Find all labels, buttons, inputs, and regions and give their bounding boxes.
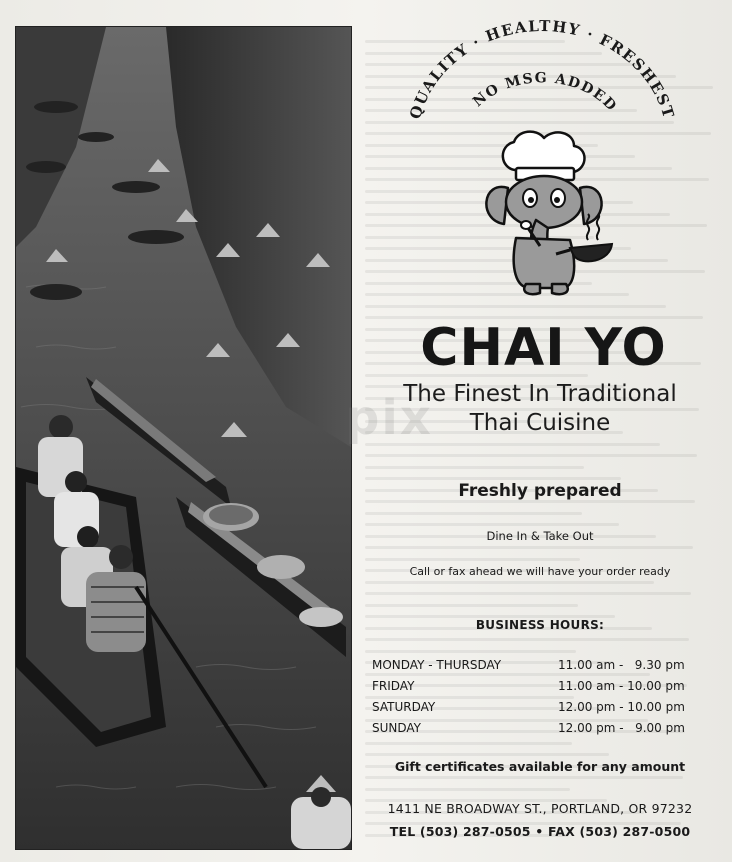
show-through-line xyxy=(365,558,580,561)
tagline-no-msg-text: NO MSG ADDED xyxy=(470,70,621,116)
dine-in-take-out-text: Dine In & Take Out xyxy=(486,529,594,543)
floating-market-photo xyxy=(16,27,351,849)
call-ahead-text: Call or fax ahead we will have your order ready xyxy=(409,565,671,578)
business-hours-title: BUSINESS HOURS: xyxy=(475,618,605,632)
tagline-quality-text: QUALITY · HEALTHY · FRESHEST xyxy=(406,18,678,122)
headline-line-2: Thai Cuisine xyxy=(469,410,611,436)
hours-row xyxy=(372,696,692,717)
hours-time: 11.00 am - 10.00 pm xyxy=(558,678,685,693)
show-through-line xyxy=(365,443,660,446)
hours-time: 12.00 pm - 10.00 pm xyxy=(558,699,685,714)
hours-row xyxy=(372,717,692,738)
headline-line-1: The Finest In Traditional xyxy=(403,381,677,407)
restaurant-name: CHAI YO xyxy=(420,318,667,378)
show-through-line xyxy=(365,604,578,607)
show-through-line xyxy=(365,742,572,745)
hours-day: SATURDAY xyxy=(372,699,436,714)
business-hours-table xyxy=(372,654,692,738)
show-through-line xyxy=(365,523,619,526)
show-through-line xyxy=(365,466,584,469)
show-through-line xyxy=(365,638,689,641)
show-through-line xyxy=(365,650,576,653)
hours-day: SUNDAY xyxy=(372,720,422,735)
show-through-line xyxy=(365,477,621,480)
hours-day: FRIDAY xyxy=(372,678,415,693)
show-through-line xyxy=(365,512,582,515)
show-through-line xyxy=(365,454,697,457)
show-through-line xyxy=(365,305,666,308)
show-through-line xyxy=(365,581,654,584)
address-text: 1411 NE BROADWAY ST., PORTLAND, OR 97232 xyxy=(387,801,693,816)
hours-day: MONDAY - THURSDAY xyxy=(372,657,502,672)
svg-text:QUALITY · HEALTHY · FRESHEST xyxy=(406,18,678,121)
phone-fax-text: TEL (503) 287-0505 • FAX (503) 287-0500 xyxy=(389,824,691,839)
chef-elephant-mascot-icon xyxy=(470,128,620,298)
show-through-line xyxy=(365,776,683,779)
gift-certificates-text: Gift certificates available for any amount xyxy=(394,759,686,774)
show-through-line xyxy=(365,788,570,791)
svg-text:NO MSG ADDED xyxy=(470,70,620,115)
hours-time: 11.00 am - 9.30 pm xyxy=(558,657,685,672)
show-through-line xyxy=(365,753,609,756)
hours-row xyxy=(372,654,692,675)
hours-row xyxy=(372,675,692,696)
hours-time: 12.00 pm - 9.00 pm xyxy=(558,720,685,735)
freshly-prepared-text: Freshly prepared xyxy=(458,481,622,501)
show-through-line xyxy=(365,592,691,595)
show-through-line xyxy=(365,546,693,549)
